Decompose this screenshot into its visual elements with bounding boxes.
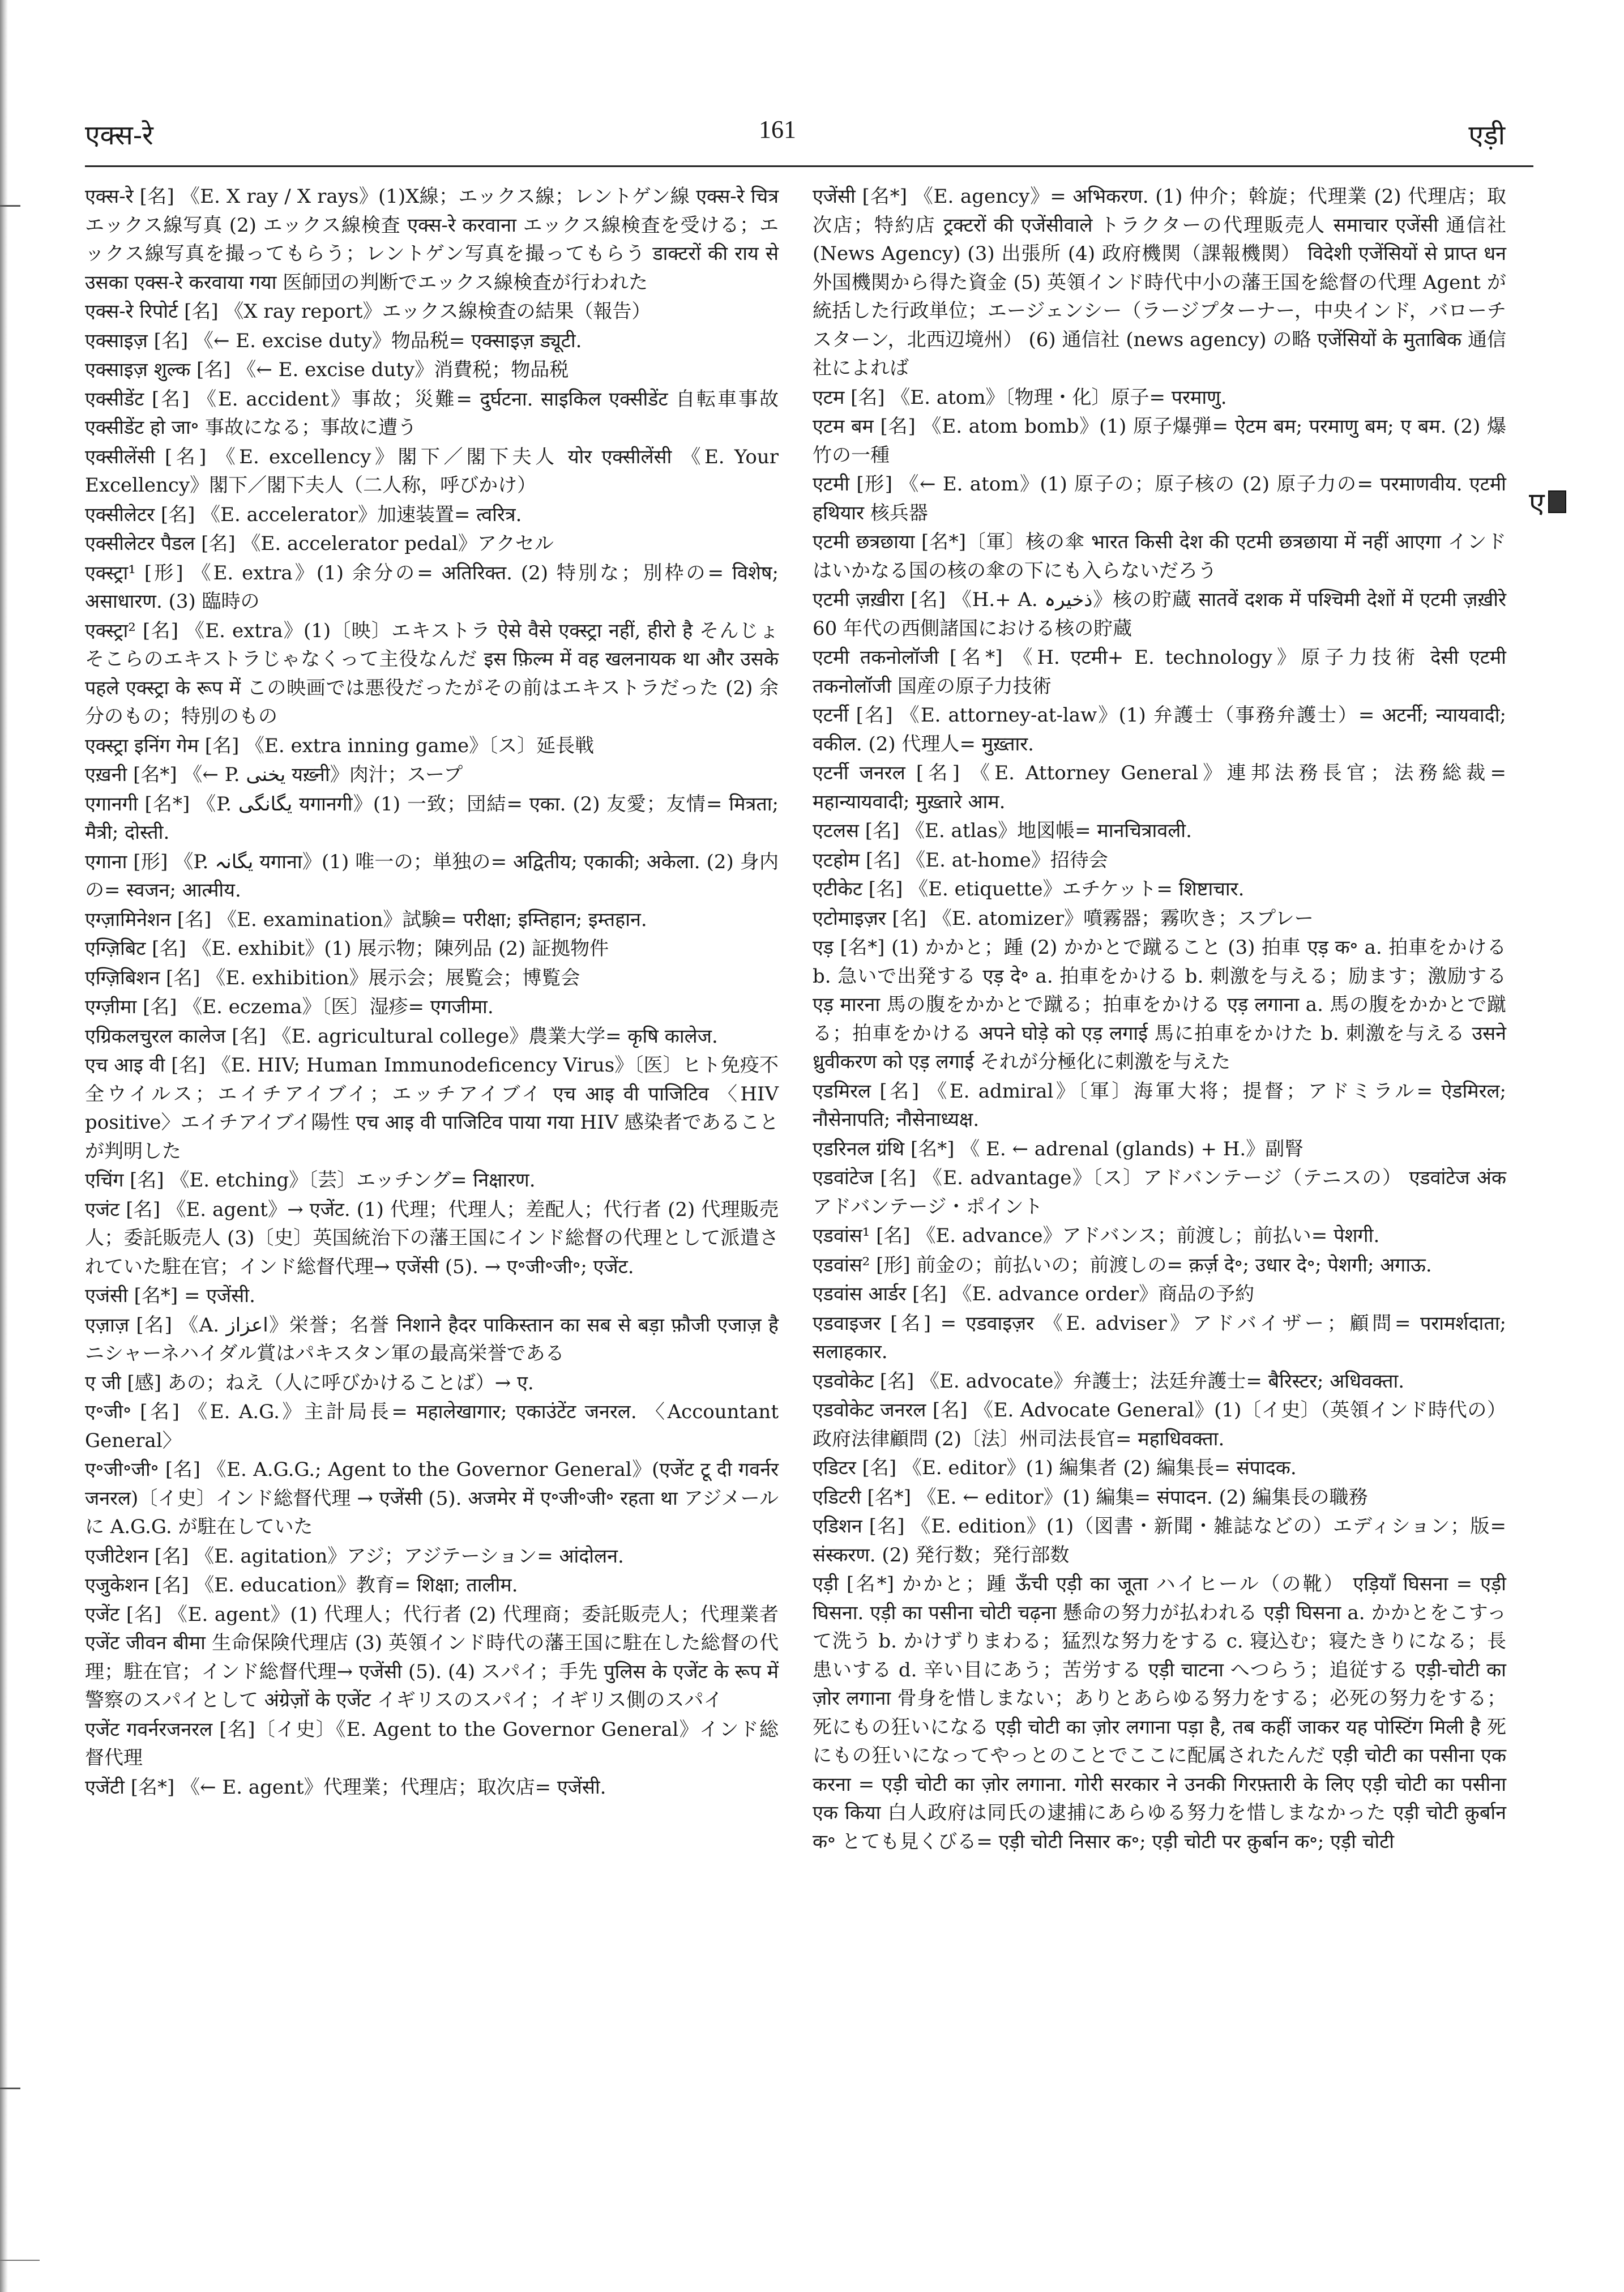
dictionary-entry: ए॰जी॰जी॰ [名] 《E. A.G.G.; Agent to the Governor General》(एजेंट टू दी गवर्नर जनरल)〔イ史〕インド総督代理 → एजेंसी (5). अजमेर में ए॰जी॰जी॰ रहता था アジメールに A.G.G. が駐在していた (85, 1458, 779, 1538)
dictionary-entry: एक्साइज़ शुल्क [名] 《← E. excise duty》消費税；物品税 (85, 358, 569, 381)
dictionary-entry: एड़ी [名*] かかと；踵 ऊँची एड़ी का जूता ハイヒール（の靴） एड़ियाँ घिसना = एड़ी घिसना. एड़ी का पसीना चोटी चढ़ना 懸命の努力が払われる एड़ी घिसना a. かかとをこすって洗う b. かけずりまわる；猛烈な努力をする c. 寝込む；寝たきりになる；長患いする d. 辛い目にあう；苦労する एड़ी चाटना へつらう；追従する एड़ी-चोटी का ज़ोर लगाना 骨身を惜しまない；ありとあらゆる努力をする；必死の努力をする；死にもの狂いになる एड़ी चोटी का ज़ोर लगाना पड़ा है, तब कहीं जाकर यह पोस्टिंग मिली है 死にもの狂いになってやっとのことでここに配属されたんだ एड़ी चोटी का पसीना एक करना = एड़ी चोटी का ज़ोर लगाना. गोरी सरकार ने उनकी गिरफ़्तारी के लिए एड़ी चोटी का पसीना एक किया 白人政府は同氏の逮捕にあらゆる努力を惜しまなかった एड़ी चोटी क़ुर्बान क॰ とても見くびる= एड़ी चोटी निसार क॰; एड़ी चोटी पर क़ुर्बान क॰; एड़ी चोटी (813, 1573, 1506, 1853)
dictionary-entry: एडवोकेट [名] 《E. advocate》弁護士；法廷弁護士= बैरिस्टर; अधिवक्ता. (813, 1369, 1405, 1393)
dictionary-entry: एडवांस² [形] 前金の；前払いの；前渡しの= क़र्ज़ दे॰; उधार दे॰; पेशगी; अगाऊ. (813, 1253, 1432, 1277)
dictionary-entry: एड़ [名*] (1) かかと；踵 (2) かかとで蹴ること (3) 拍車 एड़ क॰ a. 拍車をかける b. 急いで出発する एड़ दे॰ a. 拍車をかける b. 刺激を与える；励ます；激励する एड़ मारना 馬の腹をかかとで蹴る；拍車をかける एड़ लगाना a. 馬の腹をかかとで蹴る；拍車をかける अपने घोड़े को एड़ लगाई 馬に拍車をかけた b. 刺激を与える उसने ध्रुवीकरण को एड़ लगाई それが分極化に刺激を与えた (813, 936, 1506, 1073)
dictionary-entry: एजीटेशन [名] 《E. agitation》アジ；アジテーション= आंदोलन. (85, 1544, 624, 1568)
dictionary-entry: एटमी छत्रछाया [名*]〔軍〕核の傘 भारत किसी देश की एटमी छत्रछाया में नहीं आएगा インドはいかなる国の核の傘の下にも入らないだろう (813, 531, 1506, 582)
dictionary-entry: एगाना [形] 《P. یگانہ यगाना》(1) 唯一の；単独の= अद्वितीय; एकाकी; अकेला. (2) 身内の= स्वजन; आत्मीय. (85, 850, 779, 902)
dictionary-entry: एडमिरल [名] 《E. admiral》〔軍〕海軍大将；提督；アドミラル= ऐडमिरल; नौसेनापति; नौसेनाध्यक्ष. (813, 1079, 1506, 1131)
dictionary-entry: एटर्नी [名] 《E. attorney-at-law》(1) 弁護士（事務弁護士）= अटर्नी; न्यायवादी; वकील. (2) 代理人= मुख़्तार. (813, 704, 1506, 756)
dictionary-entry: एडिटर [名] 《E. editor》(1) 編集者 (2) 編集長= संपादक. (813, 1457, 1297, 1479)
page-number: 161 (759, 116, 796, 143)
page-header (85, 105, 1539, 156)
dictionary-entry: एटीकेट [名] 《E. etiquette》エチケット= शिष्टाचार. (813, 878, 1245, 900)
dictionary-entry: एख़नी [名*] 《← P. یخنی यख़्नी》肉汁；スープ (85, 763, 463, 786)
right-column (813, 182, 1506, 1856)
page-binding-edge (0, 0, 8, 2292)
dictionary-entry: एजुकेशन [名] 《E. education》教育= शिक्षा; तालीम. (85, 1574, 518, 1597)
dictionary-entry: एच आइ वी [名] 《E. HIV; Human Immunodeficency Virus》〔医〕ヒト免疫不全ウイルス；エイチアイブイ；エッチアイブイ एच आइ वी पाजिटिव 〈HIV positive〉エイチアイブイ陽性 एच आइ वी पाजिटिव पाया गया HIV 感染者であることが判明した (85, 1054, 779, 1163)
dictionary-entry: एग्ज़िबिट [名] 《E. exhibit》(1) 展示物；陳列品 (2) 証拠物件 (85, 937, 609, 960)
bottom-margin-mark (0, 2260, 40, 2261)
dictionary-entry: एजेंट गवर्नरजनरल [名]〔イ史〕《E. Agent to the Governor General》インド総督代理 (85, 1718, 779, 1769)
dictionary-entry: एचिंग [名] 《E. etching》〔芸〕エッチング= निक्षारण. (85, 1169, 536, 1192)
header-rule (85, 165, 1533, 167)
dictionary-entry: एजेंट [名] 《E. agent》(1) 代理人；代行者 (2) 代理商；委託販売人；代理業者 एजेंट जीवन बीमा 生命保険代理店 (3) 英領インド時代の藩王国に駐在した総督の代理；駐在官；インド総督代理→ एजेंसी (5). (4) スパイ；手先 पुलिस के एजेंट के रूप में 警察のスパイとして अंग्रेज़ों के एजेंट イギリスのスパイ；イギリス側のスパイ (85, 1603, 779, 1711)
dictionary-entry: ए॰जी॰ [名] 《E. A.G.》主計局長= महालेखागार; एकाउंटेंट जनरल. 〈Accountant General〉 (85, 1401, 779, 1452)
thumb-index-marker (1548, 490, 1566, 513)
dictionary-entry: एग्रिकलचुरल कालेज [名] 《E. agricultural college》農業大学= कृषि कालेज. (85, 1025, 718, 1048)
dictionary-entry: एग्ज़ामिनेशन [名] 《E. examination》試験= परीक्षा; इम्तिहान; इम्तहान. (85, 908, 647, 931)
dictionary-entry: एग्ज़ीमा [名] 《E. eczema》〔医〕湿疹= एगजीमा. (85, 996, 494, 1018)
dictionary-entry: एटर्नी जनरल [名] 《E. Attorney General》連邦法務長官；法務総裁= महान्यायवादी; मुख़्तारे आम. (813, 762, 1506, 813)
edge-mark-top (0, 205, 20, 207)
dictionary-entry: एडरिनल ग्रंथि [名*] 《 E. ← adrenal (glands) + H.》副腎 (813, 1137, 1304, 1160)
dictionary-entry: एगानगी [名*] 《P. یگانگی यगानगी》(1) 一致；団結= एका. (2) 友愛；友情= मित्रता; मैत्री; दोस्ती. (85, 792, 779, 844)
dictionary-entry: एडवाइजर [名] = एडवाइज़र 《E. adviser》アドバイザー；顧問= परामर्शदाता; सलाहकार. (813, 1312, 1506, 1363)
header-guide-word-right: एड़ी (1468, 119, 1505, 151)
dictionary-entry: एक्साइज़ [名] 《← E. excise duty》物品税= एक्साइज़ ड्यूटी. (85, 329, 582, 352)
dictionary-entry: एटमी ज़ख़ीरा [名] 《H.+ A. ذخیرہ》核の貯蔵 सातवें दशक में पश्चिमी देशों में एटमी ज़ख़ीरे 60 年代の西側諸国における核の貯蔵 (813, 588, 1506, 640)
dictionary-entry: एटम बम [名] 《E. atom bomb》(1) 原子爆弾= ऐटम बम; परमाणु बम; ए बम. (2) 爆竹の一種 (813, 415, 1506, 467)
dictionary-entry: एटहोम [名] 《E. at-home》招待会 (813, 848, 1108, 872)
dictionary-entry: एक्सीडेंट [名] 《E. accident》事故；災難= दुर्घटना. साइकिल एक्सीडेंट 自転車事故 एक्सीडेंट हो जा॰ 事故になる；事故に遭う (85, 387, 779, 439)
dictionary-entry: एग्ज़िबिशन [名] 《E. exhibition》展示会；展覧会；博覧会 (85, 966, 580, 989)
dictionary-entry: एडवांस आर्डर [名] 《E. advance order》商品の予約 (813, 1283, 1255, 1305)
left-column (85, 182, 779, 1802)
dictionary-entry: एजंसी [名*] = एजेंसी. (85, 1284, 255, 1307)
dictionary-entry: एजंट [名] 《E. agent》→ एजेंट. (1) 代理；代理人；差配人；代行者 (2) 代理販売人；委託販売人 (3)〔史〕英国統治下の藩王国にインド総督の代理として派遣されていた駐在官；インド総督代理→ एजेंसी (5). → ए॰जी॰जी॰; एजेंट. (85, 1198, 779, 1278)
dictionary-entry: एडवांस¹ [名] 《E. advance》アドバンス；前渡し；前払い= पेशगी. (813, 1224, 1380, 1247)
dictionary-entry: एक्सीलेटर [名] 《E. accelerator》加速装置= त्वरित्र. (85, 503, 522, 526)
thumb-index-tab (1529, 483, 1566, 521)
dictionary-entry: एडिशन [名] 《E. edition》(1)（図書・新聞・雑誌などの）エディション；版= संस्करण. (2) 発行数；発行部数 (813, 1515, 1506, 1567)
dictionary-entry: एक्स्ट्रा इनिंग गेम [名] 《E. extra inning game》〔ス〕延長戦 (85, 734, 595, 757)
dictionary-entry: एटमी तकनोलॉजी [名*] 《H. एटमी+ E. technology》原子力技術 देसी एटमी तकनोलॉजी 国産の原子力技術 (813, 646, 1506, 698)
header-guide-word-left: एक्स-रे (85, 119, 153, 151)
dictionary-entry: एक्सीलेंसी [名] 《E. excellency》閣下／閣下夫人 योर एक्सीलेंसी 《E. Your Excellency》閣下／閣下夫人（二人称，呼びかけ） (85, 445, 779, 497)
dictionary-entry: एज़ाज़ [名] 《A. اعزاز》栄誉；名誉 निशाने हैदर पाकिस्तान का सब से बड़ा फ़ौजी एजाज़ है ニシャーネハイダル賞はパキスタン軍の最高栄誉である (85, 1313, 779, 1365)
dictionary-entry: एक्स्ट्रा² [名] 《E. extra》(1)〔映〕エキストラ ऐसे वैसे एक्स्ट्रा नहीं, हीरो है そんじょそこらのエキストラじゃなくって主役なんだ इस फ़िल्म में वह खलनायक था और उसके पहले एक्स्ट्रा के रूप में この映画では悪役だったがその前はエキストラだった (2) 余分のもの；特別のもの (85, 619, 779, 728)
dictionary-entry: एजेंसी [名*] 《E. agency》= अभिकरण. (1) 仲介；斡旋；代理業 (2) 代理店；取次店；特約店 ट्रक्टरों की एजेंसीवाले トラクターの代理販売人 समाचार एजेंसी 通信社 (News Agency) (3) 出張所 (4) 政府機関（課報機関） विदेशी एजेंसियों से प्राप्त धन 外国機関から得た資金 (5) 英領インド時代中小の藩王国を総督の代理 Agent が統括した行政単位；エージェンシー（ラージプターナー，中央インド，バローチスターン，北西辺境州） (6) 通信社 (news agency) の略 एजेंसियों के मुताबिक 通信社によれば (813, 185, 1506, 379)
dictionary-entry: एटमी [形] 《← E. atom》(1) 原子の；原子核の (2) 原子力の= परमाणवीय. एटमी हथियार 核兵器 (813, 473, 1506, 524)
dictionary-entry: एडवोकेट जनरल [名] 《E. Advocate General》(1)〔イ史〕（英領インド時代の）政府法律顧問 (2)〔法〕州司法長官= महाधिवक्ता. (813, 1399, 1506, 1450)
edge-mark-bottom (0, 2088, 20, 2089)
dictionary-entry: एटलस [名] 《E. atlas》地図帳= मानचित्रावली. (813, 820, 1192, 842)
dictionary-entry: एटोमाइज़र [名] 《E. atomizer》噴霧器；霧吹き；スプレー (813, 907, 1314, 930)
thumb-index-letter: ए (1529, 486, 1545, 519)
dictionary-entry: एजेंटी [名*] 《← E. agent》代理業；代理店；取次店= एजेंसी. (85, 1775, 606, 1799)
dictionary-entry: एक्स्ट्रा¹ [形] 《E. extra》(1) 余分の= अतिरिक्त. (2) 特別な；別枠の= विशेष; असाधारण. (3) 臨時の (85, 561, 779, 613)
dictionary-entry: ए जी [感] あの；ねえ（人に呼びかけることば）→ ए. (85, 1371, 534, 1394)
dictionary-entry: एक्स-रे रिपोर्ट [名] 《X ray report》エックス線検査の結果（報告） (85, 300, 651, 323)
dictionary-entry: एडिटरी [名*] 《E. ← editor》(1) 編集= संपादन. (2) 編集長の職務 (813, 1486, 1368, 1509)
dictionary-entry: एक्स-रे [名] 《E. X ray / X rays》(1)X線；エックス線；レントゲン線 एक्स-रे चित्र エックス線写真 (2) エックス線検査 एक्स-रे करवाना エックス線検査を受ける；エックス線写真を撮ってもらう；レントゲン写真を撮ってもらう डाक्टरों की राय से उसका एक्स-रे करवाया गया 医師団の判断でエックス線検査が行われた (85, 185, 779, 294)
dictionary-entry: एक्सीलेटर पैडल [名] 《E. accelerator pedal》アクセル (85, 532, 554, 555)
dictionary-entry: एटम [名] 《E. atom》〔物理・化〕原子= परमाणु. (813, 386, 1227, 409)
dictionary-entry: एडवांटेज [名] 《E. advantage》〔ス〕アドバンテージ（テニスの） एडवांटेज अंक アドバンテージ・ポイント (813, 1167, 1506, 1218)
